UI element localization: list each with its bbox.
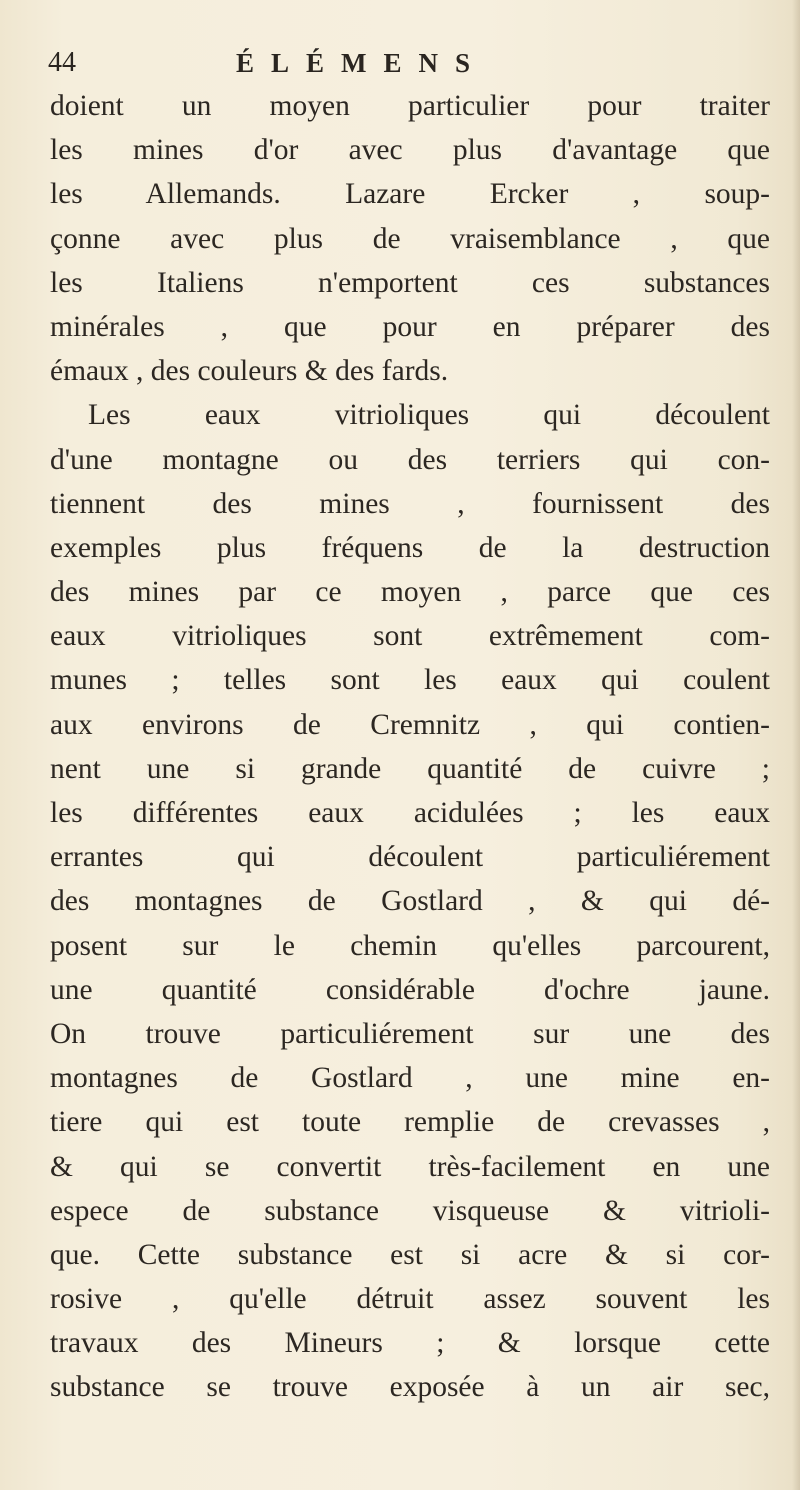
text-line: des montagnes de Gostlard , & qui dé- <box>50 885 770 918</box>
text-line: posent sur le chemin qu'elles parcourent, <box>50 929 770 962</box>
text-line: d'une montagne ou des terriers qui con- <box>50 443 770 476</box>
page-edge-shadow <box>792 0 800 1490</box>
text-line: les Italiens n'emportent ces substances <box>50 266 770 299</box>
body-text <box>50 84 770 1410</box>
page-header <box>48 40 748 86</box>
text-line: une quantité considérable d'ochre jaune. <box>50 973 770 1006</box>
text-line: aux environs de Cremnitz , qui contien- <box>50 708 770 741</box>
text-line: substance se trouve exposée à un air sec, <box>50 1371 770 1404</box>
text-line: tiere qui est toute remplie de crevasses , <box>50 1106 770 1139</box>
text-line: des mines par ce moyen , parce que ces <box>50 576 770 609</box>
text-line: eaux vitrioliques sont extrêmement com- <box>50 620 770 653</box>
text-line: montagnes de Gostlard , une mine en- <box>50 1062 770 1095</box>
text-line: & qui se convertit très-facilement en une <box>50 1150 770 1183</box>
text-line: munes ; telles sont les eaux qui coulent <box>50 664 770 697</box>
page-number: 44 <box>48 47 76 78</box>
text-line: minérales , que pour en préparer des <box>50 310 770 343</box>
text-line: Les eaux vitrioliques qui découlent <box>88 399 770 432</box>
text-line: les Allemands. Lazare Ercker , soup- <box>50 178 770 211</box>
text-line: que. Cette substance est si acre & si cor- <box>50 1238 770 1271</box>
text-line: émaux , des couleurs & des fards. <box>50 355 449 388</box>
text-line: çonne avec plus de vraisemblance , que <box>50 222 770 255</box>
text-line: errantes qui découlent particuliérement <box>50 841 770 874</box>
running-head: ÉLÉMENS <box>236 48 488 78</box>
text-line: doient un moyen particulier pour traiter <box>50 90 770 122</box>
text-line: exemples plus fréquens de la destruction <box>50 531 770 564</box>
text-line: les mines d'or avec plus d'avantage que <box>50 134 770 167</box>
text-line: espece de substance visqueuse & vitrioli- <box>50 1194 770 1227</box>
text-line: rosive , qu'elle détruit assez souvent les <box>50 1283 770 1316</box>
text-line: les différentes eaux acidulées ; les eaux <box>50 797 770 829</box>
text-line: nent une si grande quantité de cuivre ; <box>50 752 770 785</box>
text-line: On trouve particuliérement sur une des <box>50 1017 770 1050</box>
text-line: tiennent des mines , fournissent des <box>50 487 770 520</box>
text-line: travaux des Mineurs ; & lorsque cette <box>50 1327 770 1360</box>
